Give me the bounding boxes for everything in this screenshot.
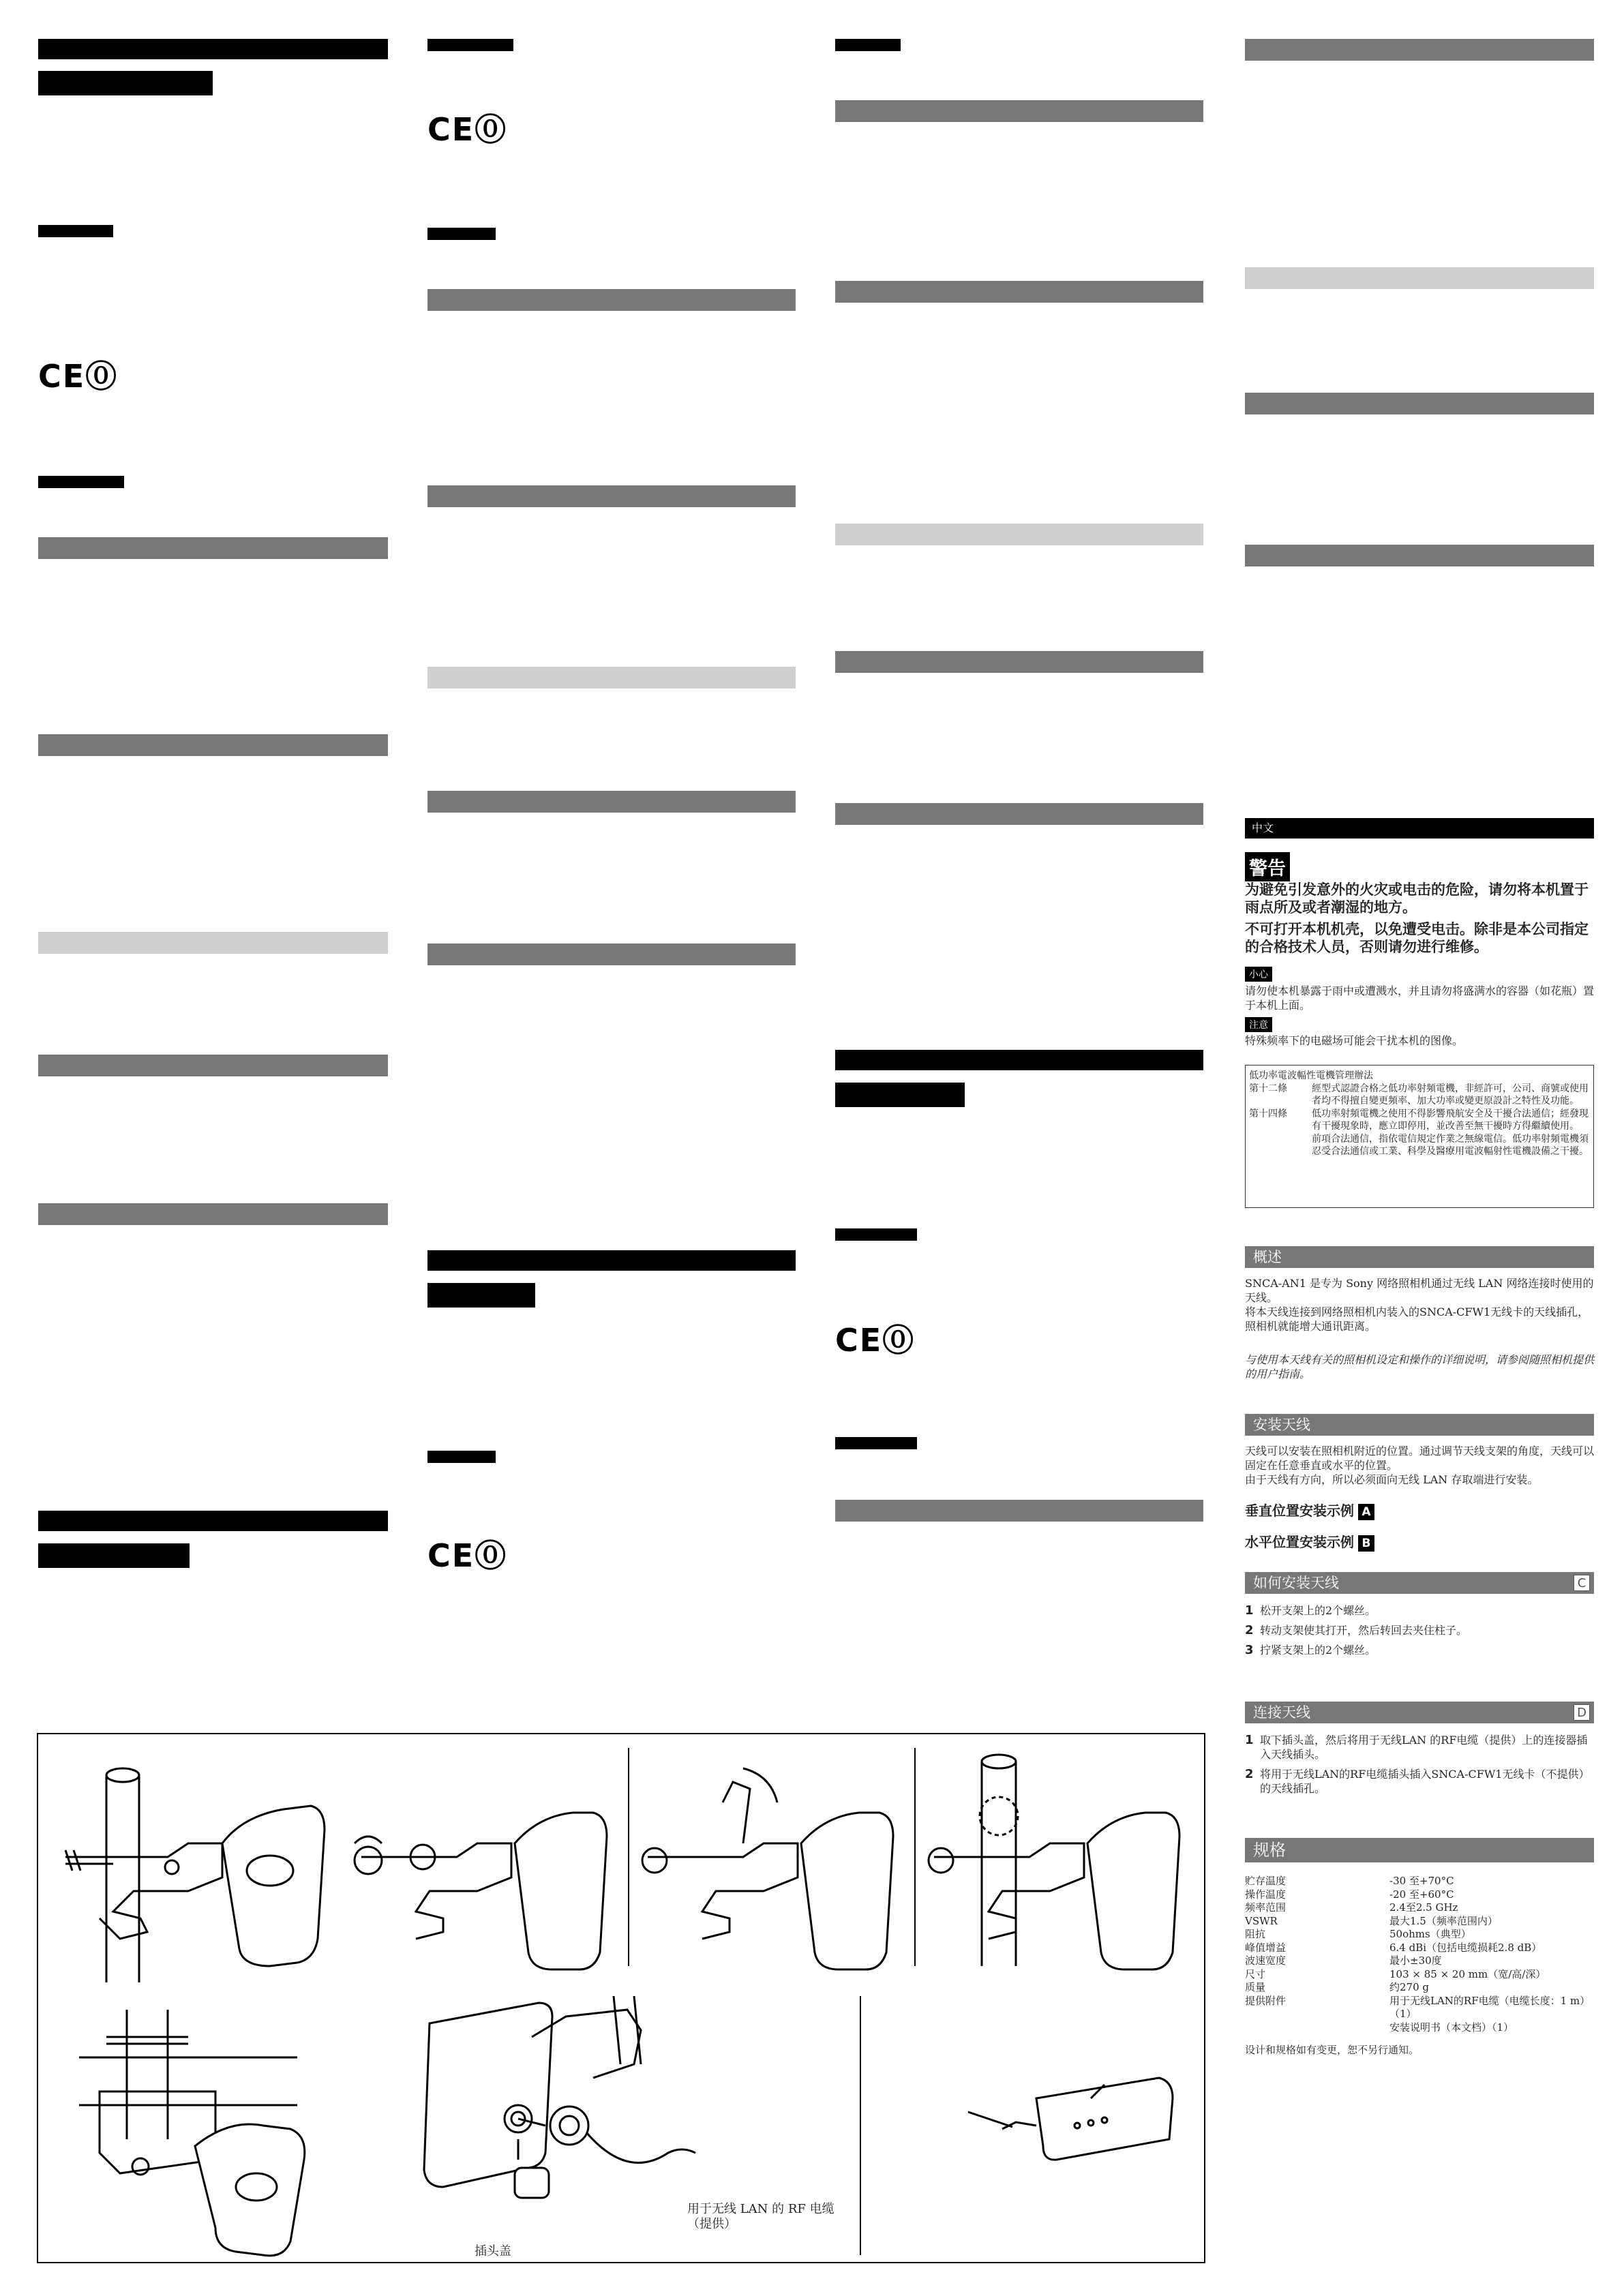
col3-title-bar-2 [835, 1083, 965, 1107]
notice-text: 低功率射頻電機之使用不得影響飛航安全及干擾合法通信；經發現有干擾現象時，應立即停用，並改善至無干擾時方得繼續使用。 [1312, 1108, 1589, 1132]
spec-value: 用于无线LAN的RF电缆（电缆长度：1 m）（1） [1389, 1994, 1591, 2020]
col2-title-bar-1 [427, 1250, 796, 1271]
warning-tag: 警告 [1245, 852, 1290, 881]
spec-key: 操作温度 [1245, 1888, 1287, 1901]
horizontal-example-label: 水平位置安装示例 [1245, 1534, 1354, 1550]
spec-row [1245, 1995, 1594, 2021]
col2-heading-bar [427, 1451, 496, 1463]
col2-section-bar [427, 791, 796, 813]
col2-title-bar-2 [427, 1283, 535, 1308]
install-text-2: 由于天线有方向，所以必须面向无线 LAN 存取端进行安装。 [1245, 1473, 1539, 1486]
spec-value: -30 至+70°C [1389, 1875, 1454, 1887]
step-text: 松开支架上的2个螺丝。 [1260, 1604, 1377, 1617]
regulatory-notice-box [1245, 1065, 1594, 1208]
step-item [1245, 1767, 1594, 1796]
step-text: 将用于无线LAN的RF电缆插头插入SNCA-CFW1无线卡（不提供）的天线插孔。 [1260, 1768, 1590, 1795]
col3-section-bar [835, 1500, 1203, 1522]
section-install-title: 安装天线 [1245, 1414, 1594, 1436]
col2-section-bar-light [427, 667, 796, 689]
col3-title-bar-1 [835, 1050, 1203, 1070]
col4-section-bar [1245, 545, 1594, 567]
col3-section-bar [835, 803, 1203, 825]
spec-key: 提供附件 [1245, 1994, 1287, 2007]
spec-value: 103 × 85 × 20 mm（宽/高/深） [1389, 1967, 1546, 1980]
figure-a-vertical-mount [37, 1733, 342, 1984]
step-number: 1 [1245, 1733, 1254, 1747]
warning-text-2: 不可打开本机机壳，以免遭受电击。除非是本公司指定的合格技术人员，否则请勿进行维修。 [1245, 921, 1589, 955]
notice-article: 第十四條 [1249, 1108, 1287, 1119]
spec-key: 尺寸 [1245, 1967, 1266, 1980]
spec-key: 质量 [1245, 1981, 1266, 1993]
vertical-example-label: 垂直位置安装示例 [1245, 1502, 1354, 1519]
col2-section-bar [427, 943, 796, 965]
step-text: 转动支架使其打开，然后转回去夹住柱子。 [1260, 1624, 1468, 1637]
notice-text: 經型式認證合格之低功率射頻電機，非經許可，公司、商號或使用者均不得擅自變更頻率、加大功率或變更原設計之特性及功能。 [1312, 1083, 1589, 1106]
note-text: 特殊频率下的电磁场可能会干扰本机的图像。 [1245, 1034, 1464, 1047]
connect-antenna-title: 连接天线 [1253, 1704, 1310, 1721]
col1-title-bar-2 [38, 71, 213, 95]
figure-tag-c: C [1574, 1575, 1590, 1591]
section-specs-title: 规格 [1245, 1838, 1594, 1862]
figure-d-connect-antenna [341, 1982, 1205, 2263]
warning-text-1: 为避免引发意外的火灾或电击的危险，请勿将本机置于雨点所及或者潮湿的地方。 [1245, 881, 1589, 916]
step-item [1245, 1643, 1594, 1657]
step-item [1245, 1603, 1594, 1618]
col4-section-bar-light [1245, 267, 1594, 289]
step-number: 2 [1245, 1767, 1254, 1781]
step-item [1245, 1733, 1594, 1762]
notice-row [1249, 1083, 1590, 1108]
col3-section-bar [835, 100, 1203, 122]
col2-heading-bar [427, 39, 513, 51]
spec-value: 安装说明书（本文档）（1） [1389, 2021, 1514, 2034]
step-item [1245, 1623, 1594, 1637]
figure-tag-b: B [1358, 1535, 1374, 1552]
spec-value: 最大1.5（频率范围内） [1389, 1914, 1498, 1927]
col3-heading-bar [835, 39, 901, 51]
notice-row [1249, 1133, 1590, 1158]
col1-title-bar-4 [38, 1543, 190, 1568]
section-overview-title: 概述 [1245, 1246, 1594, 1268]
spec-value: -20 至+60°C [1389, 1888, 1454, 1901]
notice-row [1249, 1108, 1590, 1133]
col3-section-bar [835, 651, 1203, 673]
spec-value: 2.4至2.5 GHz [1389, 1901, 1458, 1914]
specs-footer-note: 设计和规格如有变更，恕不另行通知。 [1245, 2044, 1419, 2056]
language-label-chinese: 中文 [1245, 818, 1594, 839]
ce-mark-col2: CE⓪ [427, 111, 508, 148]
overview-text-3: 与使用本天线有关的照相机设定和操作的详细说明，请参阅随照相机提供的用户指南。 [1245, 1353, 1595, 1380]
how-to-install-steps [1245, 1603, 1594, 1663]
vertical-example-heading [1245, 1500, 1374, 1520]
col1-heading-bar [38, 225, 113, 237]
col1-title-bar-1 [38, 39, 388, 59]
spec-value: 最小±30度 [1389, 1954, 1442, 1967]
col1-section-bar [38, 1055, 388, 1076]
notice-article: 第十二條 [1249, 1083, 1287, 1094]
spec-key: 峰值增益 [1245, 1941, 1287, 1954]
spec-row [1245, 2021, 1594, 2035]
spec-row [1245, 1915, 1594, 1929]
col4-section-bar [1245, 39, 1594, 61]
spec-row [1245, 1942, 1594, 1955]
figure-tag-d: D [1574, 1704, 1590, 1721]
spec-value: 50ohms（典型） [1389, 1928, 1471, 1940]
spec-row [1245, 1928, 1594, 1942]
rf-cable-label: 用于无线 LAN 的 RF 电缆（提供） [687, 2202, 834, 2231]
spec-row [1245, 1901, 1594, 1915]
col3-section-bar [835, 281, 1203, 303]
spec-key: 阻抗 [1245, 1928, 1266, 1940]
figure-b-horizontal-mount [37, 1982, 342, 2263]
step-number: 1 [1245, 1603, 1254, 1618]
specs-table [1245, 1875, 1594, 2057]
section-connect-antenna [1245, 1702, 1594, 1723]
col1-heading-bar [38, 476, 124, 488]
caution-text: 请勿使本机暴露于雨中或遭溅水，并且请勿将盛满水的容器（如花瓶）置于本机上面。 [1245, 984, 1595, 1012]
step-number: 2 [1245, 1623, 1254, 1637]
how-to-install-title: 如何安装天线 [1253, 1575, 1339, 1591]
spec-value: 6.4 dBi（包括电缆损耗2.8 dB） [1389, 1941, 1542, 1954]
caution-tag: 小心 [1245, 967, 1272, 982]
col3-heading-bar [835, 1228, 917, 1241]
col1-section-bar [38, 537, 388, 559]
spec-key: VSWR [1245, 1914, 1278, 1927]
figure-c-install-steps [341, 1733, 1205, 1984]
connect-antenna-steps [1245, 1733, 1594, 1801]
ce-mark-col2b: CE⓪ [427, 1537, 508, 1574]
col1-section-bar [38, 734, 388, 756]
spec-key: 频率范围 [1245, 1901, 1287, 1914]
install-steps-illustration [341, 1734, 1203, 1982]
figure-tag-a: A [1358, 1504, 1374, 1520]
col1-title-bar-3 [38, 1511, 388, 1531]
spec-row [1245, 1954, 1594, 1968]
step-number: 3 [1245, 1643, 1254, 1657]
spec-value: 约270 g [1389, 1981, 1430, 1993]
install-text-1: 天线可以安装在照相机附近的位置。通过调节天线支架的角度，天线可以固定在任意垂直或水平的位置。 [1245, 1445, 1595, 1472]
horizontal-mount-illustration [38, 1982, 341, 2262]
ce-mark-col3: CE⓪ [835, 1322, 916, 1359]
plug-cap-label: 插头盖 [475, 2244, 511, 2259]
col3-heading-bar [835, 1437, 917, 1449]
spec-row [1245, 1981, 1594, 1995]
col2-section-bar [427, 289, 796, 311]
spec-row [1245, 1968, 1594, 1982]
overview-text-2: 将本天线连接到网络照相机内装入的SNCA-CFW1无线卡的天线插孔，照相机就能增大通讯距离。 [1245, 1305, 1589, 1333]
notice-title: 低功率電波輻性電機管理辦法 [1249, 1070, 1373, 1081]
spec-row [1245, 1875, 1594, 1888]
col1-section-bar-light [38, 932, 388, 954]
col4-section-bar [1245, 393, 1594, 414]
col3-section-bar-light [835, 524, 1203, 545]
spec-key [1245, 2021, 1389, 2035]
col1-section-bar [38, 1203, 388, 1225]
ce-mark-col1: CE⓪ [38, 358, 119, 395]
step-text: 取下插头盖，然后将用于无线LAN 的RF电缆（提供）上的连接器插入天线插头。 [1260, 1734, 1588, 1761]
spec-key: 波速宽度 [1245, 1954, 1287, 1967]
note-tag: 注意 [1245, 1017, 1272, 1032]
notice-text: 前項合法通信，指依電信規定作業之無線電信。低功率射頻電機須忍受合法通信或工業、科學及醫療用電波輻射性電機設備之干擾。 [1312, 1133, 1589, 1157]
col2-heading-bar [427, 228, 496, 240]
spec-row [1245, 1888, 1594, 1902]
overview-text-1: SNCA-AN1 是专为 Sony 网络照相机通过无线 LAN 网络连接时使用的天线。 [1245, 1277, 1594, 1304]
section-how-to-install [1245, 1572, 1594, 1594]
col2-section-bar [427, 485, 796, 507]
spec-key: 贮存温度 [1245, 1875, 1287, 1887]
notice-article [1249, 1133, 1312, 1158]
step-text: 拧紧支架上的2个螺丝。 [1260, 1644, 1377, 1657]
horizontal-example-heading [1245, 1531, 1374, 1552]
vertical-mount-illustration [38, 1734, 341, 1982]
